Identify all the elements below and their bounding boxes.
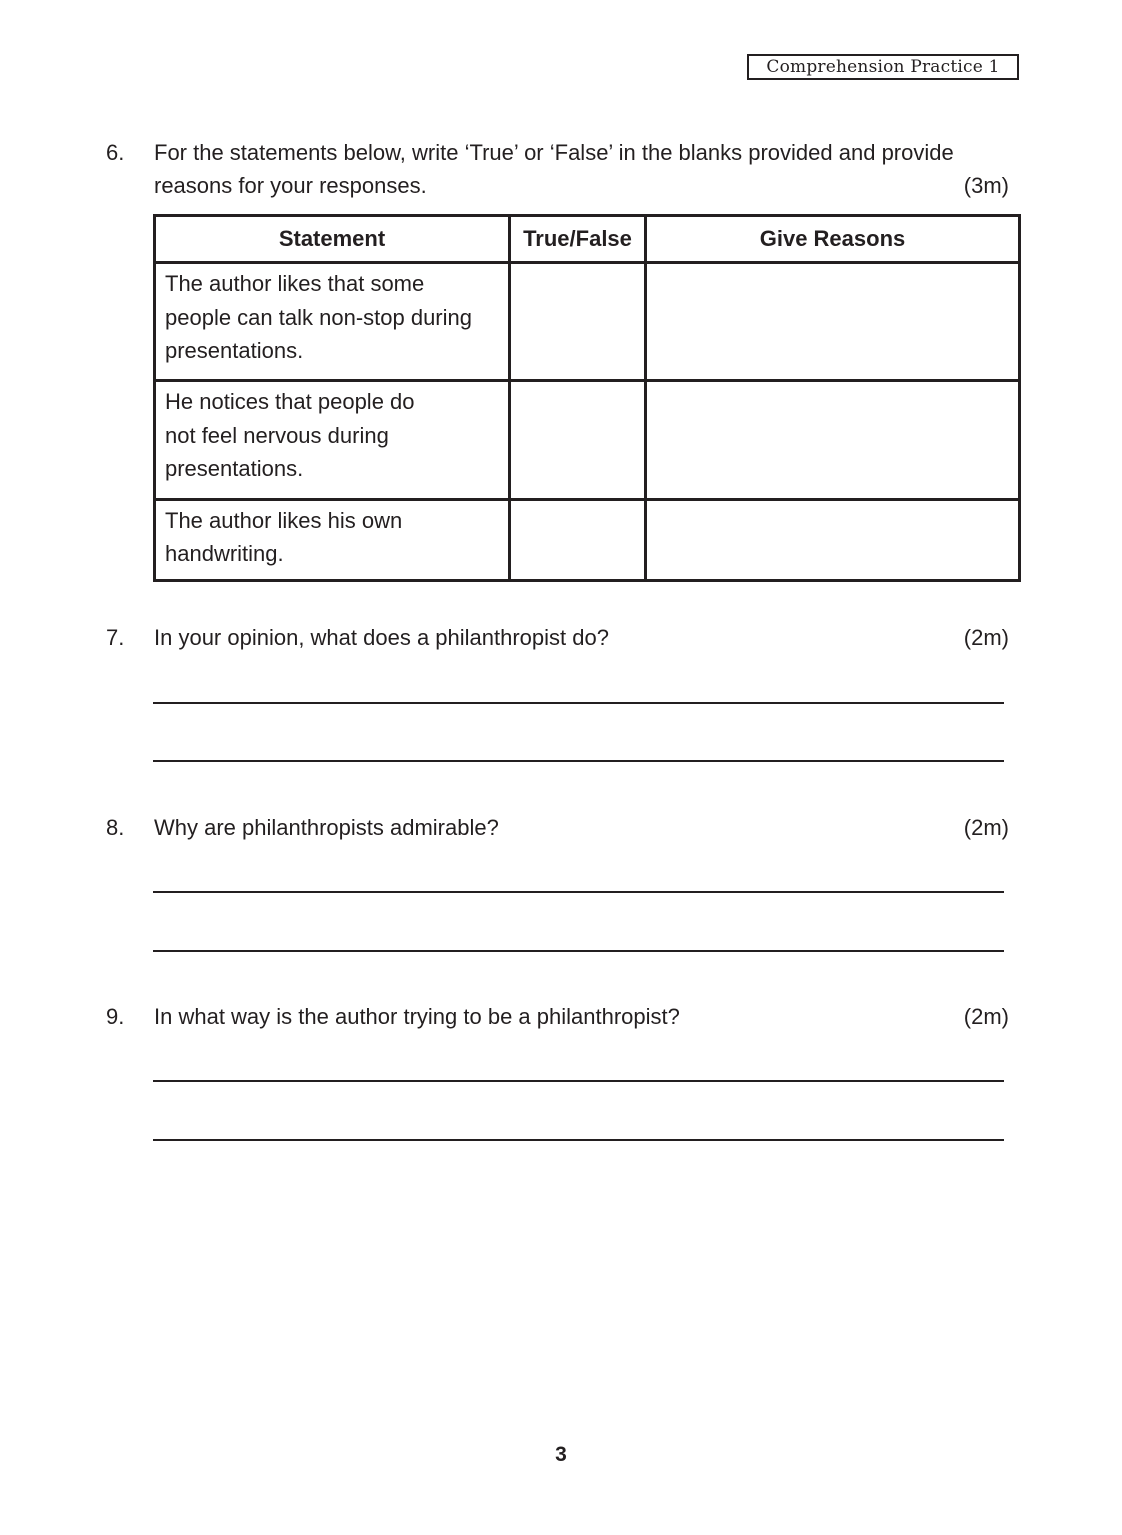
statement-line: handwriting. — [165, 541, 284, 567]
table-header-row — [155, 216, 1020, 263]
question-9-marks: (2m) — [963, 1004, 1009, 1029]
reasons-cell[interactable] — [646, 499, 1020, 580]
answer-line[interactable] — [153, 891, 1004, 893]
page-number: 3 — [555, 1443, 567, 1466]
table-row — [155, 381, 1020, 499]
answer-line[interactable] — [153, 1080, 1004, 1082]
question-8-number: 8. — [106, 815, 125, 840]
column-header-statement: Statement — [155, 216, 510, 263]
question-9-text: In what way is the author trying to be a philanthropist? — [154, 1004, 680, 1029]
true-false-cell[interactable] — [510, 263, 646, 381]
statement-line: presentations. — [165, 338, 304, 363]
question-7-number: 7. — [106, 625, 125, 650]
column-header-true-false: True/False — [510, 216, 646, 263]
statement-line: The author likes that some — [165, 271, 425, 296]
statement-line: He notices that people do — [165, 389, 415, 415]
statement-cell — [155, 263, 510, 381]
true-false-cell[interactable] — [510, 381, 646, 499]
question-6-text-line2: reasons for your responses. — [154, 173, 427, 198]
table-row — [155, 499, 1020, 580]
true-false-cell[interactable] — [510, 499, 646, 580]
table-row — [155, 263, 1020, 381]
column-header-reasons: Give Reasons — [646, 216, 1020, 263]
question-6-text-line1: For the statements below, write ‘True’ or ‘False’ in the blanks provided and provide — [154, 140, 954, 165]
answer-line[interactable] — [153, 950, 1004, 952]
question-8-marks: (2m) — [963, 815, 1009, 840]
question-7-text: In your opinion, what does a philanthropist do? — [154, 625, 609, 650]
answer-line[interactable] — [153, 1139, 1004, 1141]
reasons-cell[interactable] — [646, 263, 1020, 381]
question-8-text: Why are philanthropists admirable? — [154, 815, 499, 840]
statement-line: people can talk non-stop during — [165, 304, 472, 330]
answer-line[interactable] — [153, 760, 1004, 762]
statement-line: not feel nervous during — [165, 422, 389, 448]
reasons-cell[interactable] — [646, 381, 1020, 499]
question-6-marks: (3m) — [963, 173, 1009, 198]
statement-cell — [155, 381, 510, 499]
answer-line[interactable] — [153, 702, 1004, 704]
statement-line: The author likes his own — [165, 507, 403, 533]
question-6-number: 6. — [106, 140, 125, 165]
question-9-number: 9. — [106, 1004, 125, 1029]
statement-line: presentations. — [165, 456, 304, 482]
true-false-table — [153, 214, 1021, 582]
statement-cell — [155, 499, 510, 580]
question-7-marks: (2m) — [963, 625, 1009, 650]
section-title: Comprehension Practice 1 — [747, 54, 1019, 80]
